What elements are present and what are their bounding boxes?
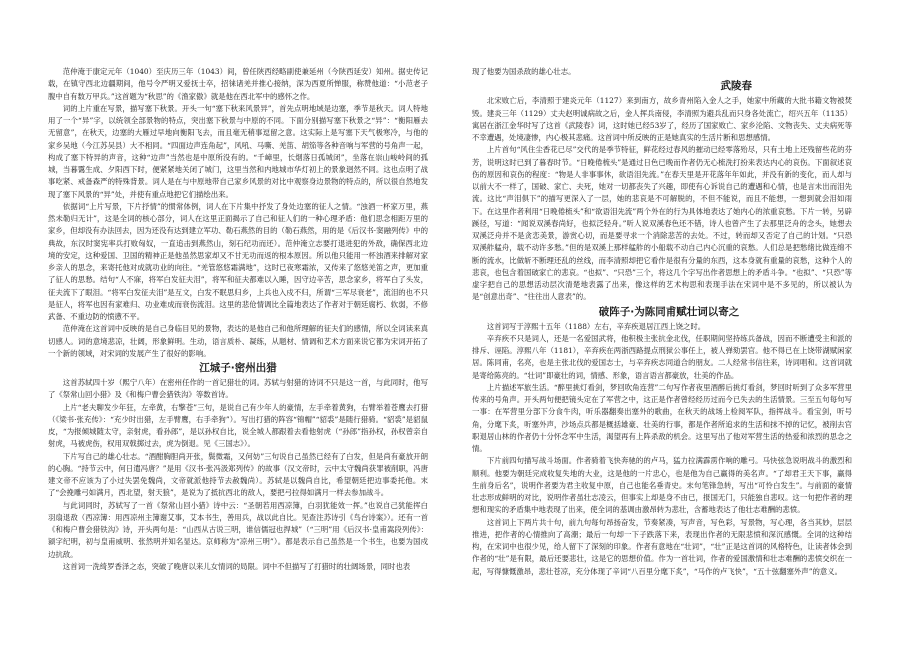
section-title-jiangchengzi: 江城子·密州出猎: [199, 362, 277, 374]
yujiaao-paragraph-2: 词的上片重在写景，描写塞下秋景。开头一句“塞下秋来风景异”，首先点明地域是边塞，季节是秋天。词人特地用了一个“异”字，以统领全部景物的特点，突出塞下秋景与中原的不同。下面分别描写塞下秋景之“异”：“衡阳雁去无留意”，在秋天，边塞的大雁过早地向衡阳飞去，而且毫无稍事逗留之意。这实际上是写塞下天气极寒冷，与他的家乡吴地（今江苏吴县）大不相同。“四面边声连角起”，风吼、马嘶、羌笛、胡笳等各种音响与军营的号角声一起，构成了塞下特异的声音，这种“边声”当然也是中原所没有的。“千嶂里，长烟落日孤城闭”，坐落在崇山峻岭间的孤城，当暮霭生成、夕阳西下时，便紧紧地关闭了城门，这里当然和内地城市华灯初上的景象迥然不同。这也点明了战事吃紧、戒备森严的特殊背景。词人是在与中原地带自己家乡风景的对比中观察身边景物的特点的，所以很自然地发现了塞下风景的“异”处，并使有重点地把它们描绘出来。: [48, 103, 428, 199]
right-column: [472, 66, 852, 578]
jiangchengzi-paragraph-5: 这首词一洗绮罗香泽之态，突破了晚唐以来儿女情词的局限。词中不但描写了打猎时的壮阔场景，同时也表: [62, 561, 411, 571]
yujiaao-paragraph-1: 范仲淹于康定元年（1040）至庆历三年（1043）间，曾任陕西经略副使兼延州（今陕西延安）知州。据史传记载，在镇守西北边疆期间，他号令严明又爱抚士卒，招徕诸羌并推心接纳，深为西夏所惮服，称赞他道：“小范老子腹中自有数万甲兵。”这首题为“秋思”的《渔家傲》就是他在西北军中的感怀之作。: [48, 67, 428, 101]
pozhenzi-paragraph-2: 辛弃疾不只是词人，还是一名爱国武将，他积极主张抗金北伐，任职期间坚持练兵备战，因而不断遭受主和派的排斥、诬陷。淳熙八年（1181），辛弃疾在两浙西路提点刑狱公事任上，被人弹劾罢官。他不得已在上饶带湖赋闲家居。陈同甫，名亮，也是主张北伐的爱国志士，与辛弃疾志同道合的朋友。二人经常书信往来，诗词唱和。这首词就是寄给陈亮的。“壮词”即豪壮的词，情感、形象，语言语言都豪放，壮美的作品。: [472, 333, 852, 380]
continued-text: 现了他要为国杀敌的雄心壮志。: [472, 67, 576, 76]
section-title-pozhenzi: 破阵子·为陈同甫赋壮词以寄之: [598, 305, 740, 318]
wulingchun-paragraph-1: 北宋败亡后，李清照于建炎元年（1127）来到南方，故乡青州陷入金人之手，她家中所藏的大批书籍文物被焚毁。建炎三年（1129）丈夫赵明诚病故之后，金人挥兵南侵，李清照为避兵乱而只身各处流亡，绍兴五年（1135）寓居在浙江金华时写了这首《武陵春》词，这时她已经53岁了，经历了国家败亡、家乡沦陷、文物丧失、丈夫病死等不幸遭遇，处境凄惨，内心极其悲痛。这首词中所反映的正是她真实的生活片断和思想感情。: [472, 96, 852, 142]
section-title-wulingchun: 武陵春: [720, 80, 752, 93]
pozhenzi-paragraph-3: 上片描述军旅生活。“醉里挑灯看剑，梦回吹角连营”二句写作者夜里酒醉后挑灯看剑，梦回时听到了众多军营里传来的号角声。开头两句便把镜头定在了军营之中，这正是作者曾经经历过而今已失去的生活情景。三至五句每句写一事：在军营里分部下分食牛肉，听乐器翻奏出塞外的歌曲，在秋天的战场上检阅军队，指挥战斗。看宝剑，听号角，分麾下炙，听塞外声，沙场点兵都是概括雄豪、壮美的行事，都是作者所追求的生活和抹不掉的记忆，被削去官职退居山林的作者仍十分怀念军中生活，渴望再有上阵杀敌的机会。这里写出了他对军营生活的热爱和浓烈的思念之情。: [472, 382, 852, 453]
pozhenzi-paragraph-5: 这首词上下两片共十句，前九句每句昂扬奋发，节奏紧凑，写声音，写色彩，写景物，写心理，各当其妙，层层推进，把作者的心情推向了高潮；最后一句却一下子跌落下来，表现出作者的无限悲愤和深沉感慨。全词的这种结构，在宋词中也很少见，给人留下了深刻的印象。作者有意地在“壮词”，“壮”正是这首词的风格特色，让读者体会到作者的“壮”是有限，最后还要悲壮，这是它的思想价值。作为一首壮词，作者的爱国激情和壮志难酬的悲愤交织在一起，写得慷慨激昂，悲壮苍凉，充分体现了辛词“八百里分麾下炙”，“马作的卢飞快”，“五十弦翻塞外声”的意义。: [472, 517, 852, 576]
yujiaao-paragraph-4: 范仲淹在这首词中反映的是自己身临目见的景物，表达的是他自己和他所理解的征夫们的感情，所以全词读来真切感人。词的意境悲凉，壮阔，形象鲜明。生动，语言质朴、凝练，从题材、情调和艺术方面来说它都为宋词开拓了一个新的领域，对宋词的发展产生了很好的影响。: [48, 324, 428, 358]
yujiaao-paragraph-3: 依据词“上片写景，下片抒情”的惯常体例，词人在下片集中抒发了身处边塞的征人之情。“浊酒一杯家万里，燕然未勒归无计”，这是全词的核心部分，词人在这里正面揭示了自己和征人们的一种心理矛盾：他们思念相距万里的家乡，但却没有办法回去，因为还没有达到建立军功、勒石燕然的目的（勒石燕然，用的是《后汉书·窦融列传》中的典故，东汉时窦宪率兵打败匈奴，一直追击到燕然山，刻石纪功而还）。范仲淹立志要打退进犯的外敌，确保西北边境的安定，这种爱国、卫国的精神正是他虽然思家却又不甘无功而返的根本原因。所以他只能用一杯浊酒来排解对家乡亲人的思念，来寄托他对成就功业的向往。“羌管悠悠霜满地”，这时已夜寒霜浓，又传来了悠悠羌笛之声，更加重了征人的思愁。结句“人不寐，将军白发征夫泪”，将军和征夫都难以入睡，因守边辛苦，思念家乡，将军白了头发，征夫流下了眼泪。“将军白发征夫泪”是互文，白发不眠思归乡，上兵也入戍不归，所谓“三军尽衰老”，流泪的也不只是征人，将军也因有家难归、功业难成而衰伤流泪。这里的悲伧情调比全篇地表达了作者对于朝廷腐朽、软弱，不修武备、不重边防的愤懑不平。: [48, 201, 428, 321]
jiangchengzi-paragraph-2: 上片“老夫聊发少年狂，左牵黄，右擎苍”三句，是说自己有少年人的豪情，左手牵着黄狗，右臂举着苍鹰去打猎（《梁书·张充传》：“充少时出猎，左手臂鹰，右手牵狗”）。写出打猎的阵容“锦帽”“貂裘”是随行猎骑。“貂裘”是貂鼠皮，“为报倾城随太守，亲射虎，看孙郎”，是以孙权自比，说全城人都跟着去看他射虎（“孙郎”指孙权，孙权曾亲自射虎，马被虎伤，权用双戟掷过去，虎为倒退。见《三国志》）。: [48, 402, 428, 449]
jiangchengzi-paragraph-3: 下片写自己的雄心壮志。“酒酣胸胆尚开张，鬓微霜，又何妨”三句说自己虽然已经有了白发，但是尚有豪放开朗的心胸。“持节云中，何日遣冯唐？”是用《汉书·张冯汲郑列传》的故事（汉文帝时，云中太守魏尚获罪被削职，冯唐建文帝不应该为了小过失罢免魏尚，文帝就派他持节去赦魏尚）。苏轼是以魏尚自比，希望朝廷把边事委托他。末了“会挽雕弓如满月，西北望，射天狼”，是说为了抵抗西北的敌人，要把弓拉得如满月一样去参加战斗。: [48, 451, 428, 498]
pozhenzi-paragraph-1: 这首词写于淳熙十五年（1188）左右，辛弃疾退居江西上饶之时。: [486, 321, 706, 331]
jiangchengzi-paragraph-4: 与此词同时，苏轼写了一首《祭常山回小猎》诗中云：“圣朝若用西凉簿，白羽犹能效一挥。”也说自己犹能挥白羽扇退敌（西凉簿：用西凉州主簿谢艾事，艾本书生，善用兵，战以此自比。见查注苏诗引《鸟台诗案》）。还有一首《和梅户曹会猎铁沟》诗，开头两句是：“山西从古说三明，谁信儒冠也捍城”（“三明”用《后汉书·皇甫嵩段列传》：颍字纪明，初与皇甫威明、张然明并知名显达。京师称为“凉州三明”）。都是表示自己虽然是一个书生，也要为国戍边抗敌。: [48, 500, 428, 559]
left-column: [48, 66, 428, 573]
jiangchengzi-paragraph-1: 这首苏轼四十岁（熙宁八年）在密州任作的一首记猎壮的词。苏轼与射猎的诗词不只是这一首，与此同时，他写了《祭常山回小猎》及《和梅户曹会猎铁沟》等数首诗。: [48, 378, 428, 400]
wulingchun-paragraph-2: 上片首句“风住尘香花已尽”交代的是季节特征，鲜花经过春风的摧动已经零落殆尽，只有土地上还残留些花的芬芳，说明这时已到了暮春时节。“日晚倦梳头”是通过日色已晚而作者仍无心梳洗打扮来表达内心的哀伤。下面叙述哀伤的原因和哀伤的程度：“物是人非事事休，欲语泪先流。”在春天里是开花落年年如此，并没有新的变化，而人却与以前大不一样了，国破、家亡、夫死，她对一切都丧失了兴趣，即使有心诉说自己的遭遇和心情，也是言未出而泪先流。这比“声泪俱下”的描写更深入了一层，她的悲哀是不可解脱的，不但不能说，而且不能想，一想到就会泪如雨下。在这里作者利用“日晚倦梳头”和“欲语泪先流”两个外在的行为具体地表达了她内心的浓重哀愁。下片一转，另辟蹊径，写道：“闻说双溪春尚好，也拟泛轻舟。”听人说双溪春色还不错，诗人也曾产生了去那里泛舟的念头，她想去双溪泛舟并不是贪恋美景，游赏心切，而是要寻求一个消除悲苦的去处。不过，转而却又否定了自己的计划。“只恐双溪舴艋舟，载不动许多愁。”但的是双溪上那样艋舴的小船载不动自己内心沉重的哀愁。人们总是把愁绪比做连绵不断的流水，比做斩不断理还乱的丝线，而李清照却把它看作是很有分量的东西，这本身就有重量的哀愁，这种个人的悲哀，也包含着国破家亡的悲哀。“也拟”、“只恐”三个，将这几个字写出作者思想上的矛盾斗争。“也拟”、“只恐”等虚字把自己的思想活动层次清楚地表露了出来，像这样的艺术构思和表现手法在宋词中是不多见的，所以被认为是“创意出奇”、“往往出人意表”的。: [472, 145, 852, 302]
pozhenzi-paragraph-4: 下片前四句描写战斗场面。作者骑着飞快奔驰的的卢马，猛力拉满霹雳作响的雕弓。马快弦急说明战斗的激烈和顺利。他要为朝廷完成收复失地的大业，这是他的一片忠心，也是他为自己赢得的美名声。“了却君王天下事，赢得生前身后名”，说明作者要为君主收复中原，自己也能名垂青史。末句笔锋急转，写出“可怜白发生”。与前面的豪情壮志形成鲜明的对比，说明作者虽壮志凌云，但事实上却是身不由已，报国无门，只能独自悲叹。这一句把作者的理想和现实的矛盾集中地表现了出来，使全词的基调由激昂转为悲壮，含蓄地表达了他壮志难酬的悲愤。: [472, 456, 852, 515]
